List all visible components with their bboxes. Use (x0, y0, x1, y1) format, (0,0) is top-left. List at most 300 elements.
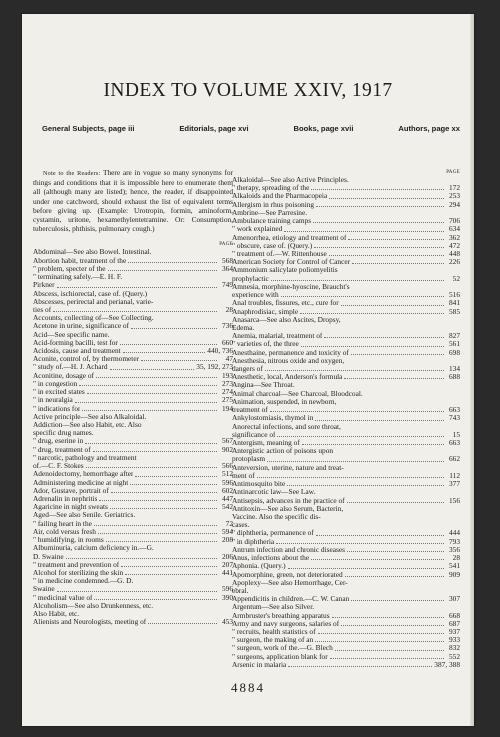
leader-dots (93, 451, 217, 452)
index-entry (33, 273, 233, 281)
index-entry (232, 579, 460, 587)
index-entry-page: 841 (448, 298, 460, 308)
index-entry (232, 529, 460, 537)
index-entry-term: Anesthaine, permanence and toxicity of (232, 348, 349, 357)
index-entry (232, 480, 460, 488)
index-entry (232, 612, 460, 620)
index-entry-term: Abortion habit, treatment of the (33, 256, 127, 265)
index-entry-page: 208 (221, 535, 233, 545)
right-entry-list (232, 176, 460, 669)
index-entry-page: 736 (221, 321, 233, 331)
leader-dots (316, 206, 444, 207)
index-entry-term: Allergism in rhus poisoning (232, 200, 315, 209)
index-entry-page: 273 (221, 378, 233, 388)
index-entry-page: 72 (225, 518, 233, 528)
index-entry-term: Antinarcotic law—See Law. (232, 488, 316, 497)
index-entry-page: 594 (221, 526, 233, 536)
leader-dots (128, 262, 217, 263)
index-entry (232, 464, 460, 472)
index-entry (33, 561, 233, 569)
leader-dots (302, 444, 444, 445)
index-entry (33, 585, 233, 593)
index-entry (232, 225, 460, 233)
index-entry-page: 706 (448, 216, 460, 226)
index-entry (232, 184, 460, 192)
index-entry-term: Anteversion, uterine, nature and treat- (232, 463, 344, 472)
index-entry-term: Antitoxin—See also Serum, Bacterin, (232, 504, 344, 513)
index-entry-page: 453 (221, 617, 233, 627)
index-entry-page: 687 (448, 618, 460, 628)
index-entry-term: Anus, infections about the (232, 554, 310, 563)
leader-dots (111, 492, 217, 493)
page-number: 4884 (231, 680, 265, 695)
index-entry-term: treatment of (232, 406, 268, 415)
index-entry-term: Air, cold versus fresh (33, 527, 96, 536)
index-entry-term: Aconitine, dosage of (33, 371, 94, 380)
page-edge (470, 14, 474, 726)
index-entry-term: dangers of (232, 365, 263, 374)
index-entry (232, 201, 460, 209)
index-entry (232, 258, 460, 266)
leader-dots (98, 533, 217, 534)
index-entry (33, 396, 233, 404)
index-entry-page: 207 (221, 559, 233, 569)
index-entry (33, 520, 233, 528)
index-entry-term: Antergism, meaning of (232, 439, 300, 447)
index-entry-term: Accounts, collecting of—See Collecting. (33, 314, 154, 323)
index-entry-term: " in diphtheria (232, 537, 275, 546)
index-entry-term: American Society for Control of Cancer (232, 258, 351, 267)
index-entry-term: " in medicine condemned.—G. D. (33, 577, 134, 586)
index-entry-term: Acid-forming bacilli, test for (33, 338, 118, 347)
index-entry-term: Aphonia. (Query.) (232, 562, 286, 571)
leader-dots (288, 666, 432, 667)
reader-note (33, 168, 233, 233)
index-entry (33, 248, 233, 256)
leader-dots (94, 525, 217, 526)
index-entry-page: 47 (225, 354, 233, 364)
index-entry (232, 423, 460, 431)
index-entry (232, 455, 460, 463)
index-entry (232, 431, 460, 439)
index-entry-page: 193 (221, 370, 233, 380)
index-entry-page: 552 (448, 651, 460, 661)
index-entry-term: Albuminuria, calcium deficiency in.—G. (33, 544, 154, 553)
leader-dots (141, 360, 217, 361)
leader-dots (85, 443, 217, 444)
leader-dots (300, 313, 444, 314)
index-entry (33, 495, 233, 503)
index-entry-page: 688 (448, 372, 460, 382)
index-entry (232, 546, 460, 554)
index-entry-term: Aged—See also Senile. Geriatrics. (33, 511, 136, 520)
index-entry-term: " humidifying, in rooms (33, 536, 104, 545)
index-entry (232, 398, 460, 406)
index-entry-page: 444 (448, 528, 460, 538)
leader-dots (276, 543, 444, 544)
index-entry (232, 299, 460, 307)
index-entry (232, 497, 460, 505)
index-entry-page: 377 (448, 479, 460, 489)
leader-dots (57, 287, 217, 288)
index-entry-page: 933 (448, 635, 460, 645)
index-entry-page: 134 (448, 364, 460, 374)
index-entry-page: 832 (448, 643, 460, 653)
leader-dots (123, 352, 206, 353)
index-entry (33, 298, 233, 306)
section-authors: Authors, page xx (398, 124, 460, 133)
leader-dots (265, 370, 444, 371)
index-entry (232, 406, 460, 414)
index-entry-page: 362 (448, 232, 460, 242)
index-entry-term: Acid—See specific name. (33, 330, 110, 339)
leader-dots (82, 410, 217, 411)
index-entry (232, 562, 460, 570)
index-entry-term: " surgeon, work of the.—G. Blech (232, 644, 333, 653)
index-entry (33, 405, 233, 413)
leader-dots (267, 461, 444, 462)
index-entry-term: Abscess, ischiorectal, case of. (Query.) (33, 289, 148, 298)
index-entry-term: Anasarca—See also Ascites, Dropsy, (232, 315, 341, 324)
index-entry-term: Arsenic in malaria (232, 660, 287, 669)
leader-dots (284, 231, 444, 232)
index-entry-page: 441 (221, 567, 233, 577)
leader-dots (351, 354, 444, 355)
index-entry-page: 512 (221, 469, 233, 479)
index-page (22, 14, 474, 726)
index-entry (33, 470, 233, 478)
index-entry-page: 156 (448, 495, 460, 505)
leader-dots (99, 500, 217, 501)
index-entry-term: Antrum infection and chronic diseases (232, 545, 345, 554)
index-entry (232, 308, 460, 316)
index-entry (232, 176, 460, 184)
index-entry-term: experience with (232, 291, 279, 300)
index-entry-term: " in congestion (33, 379, 78, 388)
index-entry-term: Edema. (232, 323, 255, 332)
index-entry-term: Anal troubles, fissures, etc., cure for (232, 299, 339, 308)
index-entry-page: 274 (221, 387, 233, 397)
leader-dots (94, 599, 217, 600)
left-column (33, 168, 233, 626)
index-entry (232, 488, 460, 496)
index-entry (232, 447, 460, 455)
index-entry (33, 257, 233, 265)
leader-dots (311, 559, 444, 560)
leader-dots (110, 508, 217, 509)
index-entry (232, 587, 460, 595)
index-entry-page: 541 (448, 561, 460, 571)
index-entry (232, 340, 460, 348)
leader-dots (66, 558, 217, 559)
index-entry-page: 567 (221, 436, 233, 446)
leader-dots (351, 600, 444, 601)
index-entry-term: Abdominal—See also Bowel. Intestinal. (33, 248, 152, 257)
index-entry-page: 52 (452, 273, 460, 283)
index-entry-term: of.—C. F. Stokes (33, 462, 84, 471)
index-entry (33, 437, 233, 445)
index-entry-page: 909 (448, 569, 460, 579)
index-entry (232, 332, 460, 340)
leader-dots (329, 198, 444, 199)
index-entry-page: 226 (448, 257, 460, 267)
index-entry-page: 542 (221, 502, 233, 512)
index-entry-page: 448 (448, 248, 460, 258)
index-entry (33, 421, 233, 429)
index-entry-page: 390 (221, 592, 233, 602)
index-entry-page: 28 (452, 553, 460, 563)
index-entry-term: ties of (33, 305, 52, 314)
index-entry-page: 472 (448, 240, 460, 250)
index-entry-page: 194 (221, 403, 233, 413)
leader-dots (315, 641, 444, 642)
index-entry-term: Pirkner (33, 281, 55, 290)
leader-dots (108, 270, 217, 271)
reader-note-text: There are in vogue so many synonyms for things and conditions that it is impossible here to enumerate them all (although many are listed); hence, the reader, if disappointed under one catchword, should exhaust the list of equivalent terms before giving up. (Example: Urotropin, formin, aminoform, cystamin, uritone, hexamethylentetramine. Or: Consumption, tuberculosis, phthisis, pulmonary cough.) (33, 168, 234, 234)
index-entry (33, 618, 233, 626)
index-entry-term: " drug, eserine in (33, 437, 84, 446)
index-entry-term: Angina—See Throat. (232, 381, 295, 390)
leader-dots (335, 650, 444, 651)
index-entry-term: prophylactic (232, 274, 269, 283)
index-entry-term: Administering medicine at night (33, 478, 129, 487)
index-entry (232, 217, 460, 225)
right-column (232, 170, 460, 669)
index-entry (232, 381, 460, 389)
index-entry-term: " study of.—H. J. Achard (33, 363, 108, 372)
index-entry-page: 568 (221, 255, 233, 265)
leader-dots (332, 617, 444, 618)
index-entry-page: 663 (448, 405, 460, 415)
index-entry-term: " varieties of, the three (232, 340, 299, 349)
index-entry (33, 454, 233, 462)
leader-dots (341, 625, 444, 626)
index-entry (33, 380, 233, 388)
index-entry (232, 628, 460, 636)
index-entry-term: " problem, specter of the (33, 264, 106, 273)
leader-dots (57, 591, 217, 592)
index-entry-term: Animal charcoal—See Charcoal, Bloodcoal. (232, 389, 363, 398)
index-entry-page: 294 (448, 199, 460, 209)
index-entry-term: Armbruster's breathing apparatus (232, 611, 330, 620)
index-entry-term: Anemia, malarial, treatment of (232, 332, 323, 341)
index-entry-page: 566 (221, 461, 233, 471)
index-entry-term: Also Habit, etc. (33, 610, 80, 619)
index-entry-term: Argentum—See also Silver. (232, 603, 315, 612)
index-entry-term: Adrenalin in nephritis (33, 494, 98, 503)
index-entry-term: " medicinal value of (33, 593, 93, 602)
left-entry-list (33, 248, 233, 626)
index-entry (33, 265, 233, 273)
index-entry-term: specific drug names. (33, 429, 94, 438)
index-entry-page: 668 (448, 610, 460, 620)
leader-dots (96, 377, 217, 378)
index-entry (232, 316, 460, 324)
index-entry (33, 314, 233, 322)
index-entry-term: Alkaloidal—See also Active Principles. (232, 176, 349, 184)
index-entry-term: " surgeons, application blank for (232, 652, 328, 661)
index-entry-term: Antimosquito bite (232, 480, 286, 489)
index-entry (33, 388, 233, 396)
index-entry (232, 620, 460, 628)
leader-dots (53, 311, 217, 312)
leader-dots (301, 346, 444, 347)
index-entry (232, 209, 460, 217)
index-entry-page: 596 (221, 477, 233, 487)
index-entry-page: 387, 388 (434, 659, 460, 669)
index-entry (33, 462, 233, 470)
leader-dots (110, 369, 195, 370)
index-entry (33, 290, 233, 298)
leader-dots (257, 477, 444, 478)
index-entry-page: 112 (449, 470, 460, 480)
index-entry-page: 275 (221, 395, 233, 405)
index-entry-term: " surgeon, the making of an (232, 636, 314, 645)
index-entry-term: " obscure, case of. (Query.) (232, 241, 313, 250)
index-entry (232, 357, 460, 365)
index-entry (232, 349, 460, 357)
leader-dots (352, 263, 444, 264)
index-entry (33, 577, 233, 585)
index-entry-term: Swaine (33, 585, 55, 594)
index-entry (232, 644, 460, 652)
leader-dots (131, 328, 217, 329)
index-entry (232, 234, 460, 242)
index-entry-term: Aconite, control of, by thermometer (33, 355, 140, 364)
index-entry-term: Amenorrhea, etiology and treatment of (232, 233, 347, 242)
leader-dots (315, 420, 444, 421)
leader-dots (125, 574, 217, 575)
index-entry (33, 479, 233, 487)
index-entry-page: 206 (221, 551, 233, 561)
index-entry (33, 610, 233, 618)
leader-dots (75, 402, 217, 403)
index-entry-page: 749 (221, 280, 233, 290)
index-entry-page: 662 (448, 454, 460, 464)
index-entry-page: 172 (448, 183, 460, 193)
index-entry-page: 596 (221, 584, 233, 594)
index-entry-term: Alcohol for sterilizing the skin (33, 568, 124, 577)
index-entry (232, 324, 460, 332)
index-entry-term: Anesthesia, nitrous oxide and oxygen, (232, 356, 345, 365)
index-entry (232, 554, 460, 562)
index-entry-page: 356 (448, 544, 460, 554)
leader-dots (316, 535, 444, 536)
index-entry (232, 595, 460, 603)
index-entry (232, 472, 460, 480)
index-entry (232, 571, 460, 579)
leader-dots (347, 502, 444, 503)
leader-dots (121, 566, 217, 567)
index-entry-term: Anesthetic, local, Anderson's formula (232, 373, 343, 382)
section-books: Books, page xvii (293, 124, 354, 133)
index-entry-term: Amnesia, morphine-hyoscine, Braucht's (232, 282, 350, 291)
index-entry (33, 446, 233, 454)
leader-dots (345, 576, 444, 577)
index-entry-page: 698 (448, 347, 460, 357)
index-entry-page: 902 (221, 444, 233, 454)
index-entry-term: Anorectal infections, and sore throat, (232, 422, 341, 431)
index-entry-page: 660 (221, 337, 233, 347)
index-entry (33, 536, 233, 544)
index-entry-page: 743 (448, 413, 460, 423)
index-entry (232, 275, 460, 283)
index-entry (232, 390, 460, 398)
index-entry (33, 322, 233, 330)
index-entry (33, 306, 233, 314)
index-entry (33, 281, 233, 289)
index-entry (232, 439, 460, 447)
index-entry-term: Agaricine in night sweats (33, 503, 108, 512)
index-entry (232, 505, 460, 513)
index-entry (232, 636, 460, 644)
index-entry (33, 429, 233, 437)
index-entry (232, 373, 460, 381)
index-entry-term: " in excited states (33, 388, 85, 397)
leader-dots (313, 222, 444, 223)
index-entry-term: Animation, suspended, in newborn, (232, 397, 337, 406)
index-entry-term: ebral. (232, 586, 249, 595)
index-entry (33, 363, 233, 371)
index-entry (33, 594, 233, 602)
index-entry-term: Alienists and Neurologists, meeting of (33, 618, 147, 627)
leader-dots (130, 484, 217, 485)
page-column-heading-right: PAGE (446, 170, 460, 175)
index-entry (232, 250, 460, 258)
leader-dots (347, 551, 444, 552)
index-entry (33, 569, 233, 577)
index-entry-term: " indications for (33, 404, 81, 413)
index-entry (232, 266, 460, 274)
index-entry-term: Acetone in urine, significance of (33, 322, 130, 331)
index-entry (33, 347, 233, 355)
index-entry-term: Ankylostomiasis, thymol in (232, 414, 314, 423)
section-guide (42, 124, 460, 133)
leader-dots (314, 247, 444, 248)
reader-note-lead: Note to the Readers: (43, 170, 101, 177)
index-entry-term: " treatment of.—W. Rittenhouse (232, 249, 327, 258)
index-entry-page: 602 (221, 485, 233, 495)
index-entry-term: " narcotic, pathology and treatment (33, 453, 137, 462)
index-entry (33, 487, 233, 495)
index-entry-term: Ador, Gustave, portrait of (33, 486, 109, 495)
index-entry-page: 827 (448, 331, 460, 341)
index-entry-page: 364 (221, 263, 233, 273)
leader-dots (329, 255, 444, 256)
index-entry (232, 192, 460, 200)
index-entry-page: 35, 192, 273 (196, 362, 233, 372)
index-entry (33, 602, 233, 610)
index-entry-term: Alcoholism—See also Drunkenness, etc. (33, 601, 154, 610)
index-entry (232, 661, 460, 669)
index-entry-term: " failing heart in the (33, 519, 92, 528)
index-entry-term: " diphtheria, permanence of (232, 529, 314, 538)
index-entry-term: ment of (232, 471, 255, 480)
index-entry-term: Acidosis, cause and treatment (33, 347, 121, 356)
index-entry (232, 365, 460, 373)
index-entry-term: " work explained (232, 225, 283, 234)
index-entry (232, 538, 460, 546)
index-entry-page: 28 (225, 304, 233, 314)
leader-dots (324, 337, 444, 338)
index-entry (232, 521, 460, 529)
index-entry-page: 793 (448, 536, 460, 546)
index-entry-term: cases. (232, 521, 250, 530)
leader-dots (135, 476, 217, 477)
leader-dots (106, 541, 217, 542)
leader-dots (288, 568, 444, 569)
section-general-subjects: General Subjects, page iii (42, 124, 135, 133)
